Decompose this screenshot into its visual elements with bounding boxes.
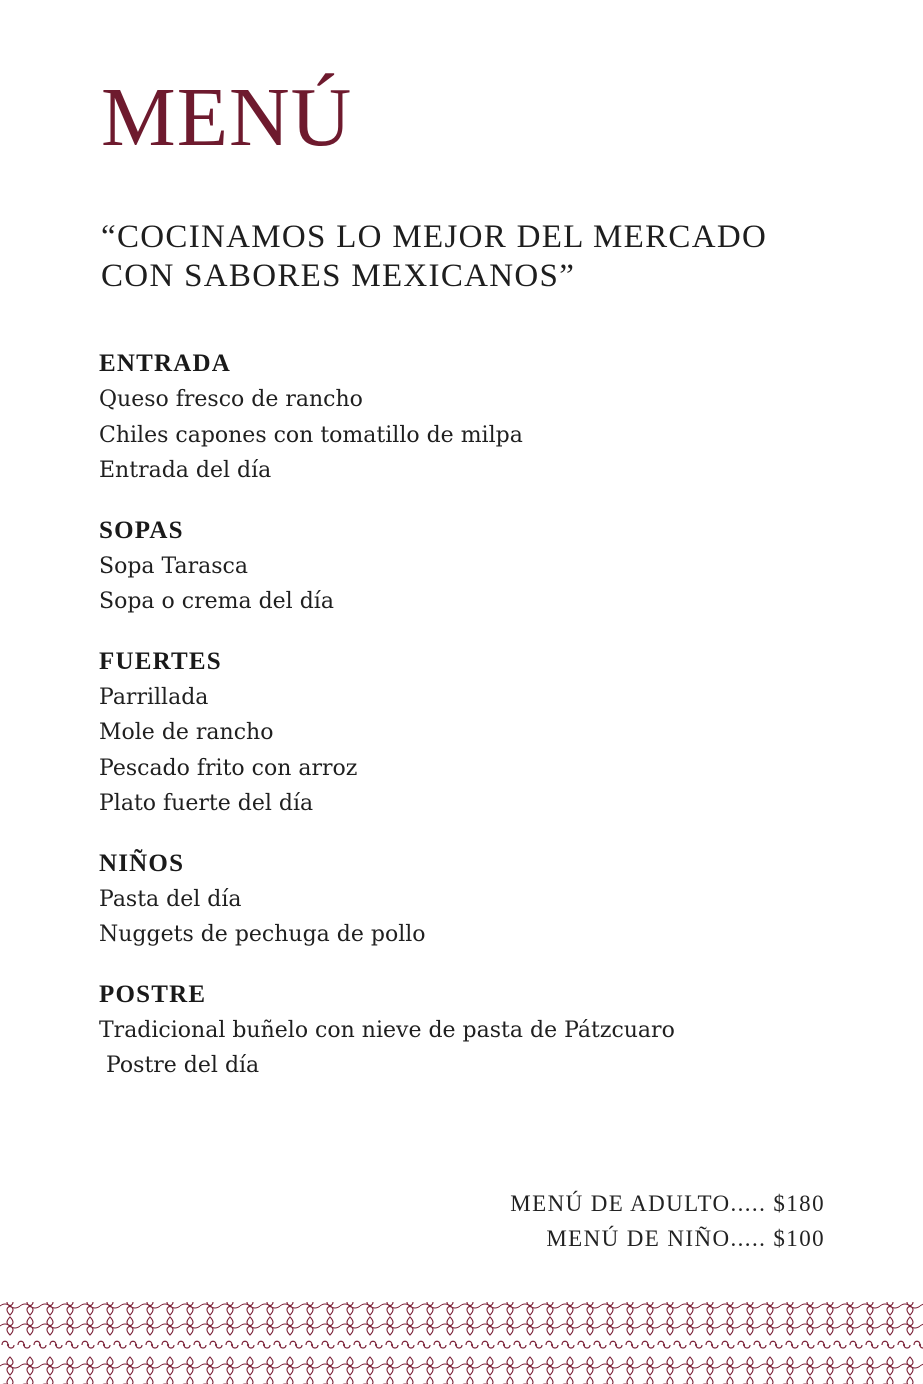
section-title: NIÑOS xyxy=(99,849,185,877)
section-title: POSTRE xyxy=(99,980,207,1008)
ornamental-pattern-icon xyxy=(0,1296,923,1384)
menu-item: Pescado frito con arroz xyxy=(99,755,358,781)
menu-item: Sopa o crema del día xyxy=(99,589,334,614)
item-list xyxy=(99,882,859,953)
menu-item: Parrillada xyxy=(99,684,209,710)
menu-item: Entrada del día xyxy=(99,458,272,483)
section-entrada xyxy=(99,346,859,489)
section-title: FUERTES xyxy=(99,647,222,675)
menu-item: Plato fuerte del día xyxy=(99,791,314,816)
menu-sections xyxy=(99,346,859,1108)
price-child: MENÚ DE NIÑO..... $100 xyxy=(546,1226,825,1251)
item-list xyxy=(99,680,859,822)
menu-item: Mole de rancho xyxy=(99,720,274,745)
page-title: MENÚ xyxy=(101,71,353,164)
menu-item: Chiles capones con tomatillo de milpa xyxy=(99,422,523,448)
item-list xyxy=(99,549,859,620)
price-adult: MENÚ DE ADULTO..... $180 xyxy=(510,1191,825,1216)
menu-item: Pasta del día xyxy=(99,886,242,912)
menu-item: Queso fresco de rancho xyxy=(99,387,363,412)
section-ninos xyxy=(99,846,859,953)
section-title: SOPAS xyxy=(99,516,184,544)
tagline xyxy=(101,218,861,296)
section-postre xyxy=(99,977,859,1084)
section-title: ENTRADA xyxy=(99,350,232,377)
item-list xyxy=(99,1013,859,1084)
menu-item: Postre del día xyxy=(99,1053,260,1078)
menu-item: Tradicional buñelo con nieve de pasta de Pátzcuaro xyxy=(99,1017,675,1043)
tagline-line-1: “COCINAMOS LO MEJOR DEL MERCADO xyxy=(101,219,768,255)
item-list xyxy=(99,382,859,489)
menu-item: Sopa Tarasca xyxy=(99,553,248,579)
tagline-line-2: CON SABORES MEXICANOS” xyxy=(101,258,576,294)
section-fuertes xyxy=(99,644,859,822)
menu-item: Nuggets de pechuga de pollo xyxy=(99,922,426,947)
section-sopas xyxy=(99,513,859,620)
price-list xyxy=(510,1186,825,1256)
decorative-border xyxy=(0,1296,923,1384)
